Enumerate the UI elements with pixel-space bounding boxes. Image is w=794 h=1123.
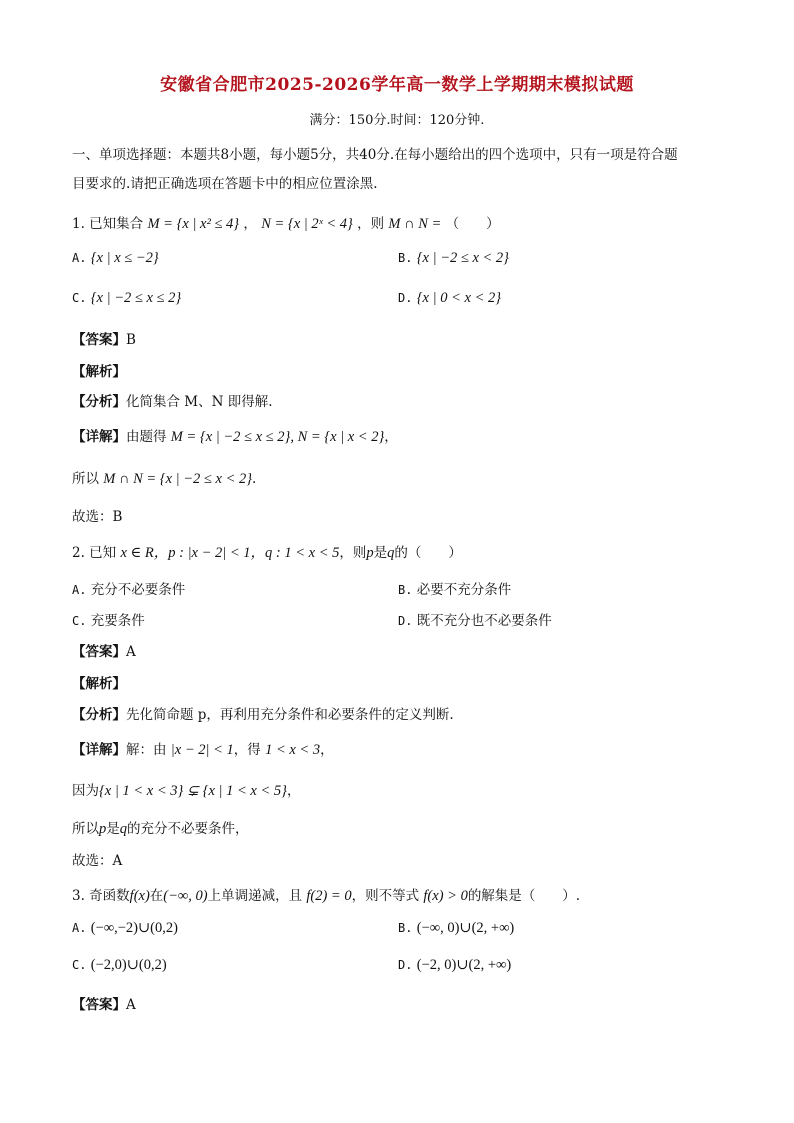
q3-mid: 上单调递减，且 bbox=[207, 888, 303, 904]
q2-xiangjie-pre: 解：由 bbox=[126, 742, 167, 758]
q2-xiangjie-tag: 【详解】 bbox=[72, 742, 126, 758]
q3-fx: f(x) bbox=[129, 888, 150, 904]
document-title: 安徽省合肥市2025-2026学年高一数学上学期期末模拟试题 bbox=[160, 75, 634, 95]
q2-xiangjie-post: ， bbox=[320, 742, 334, 758]
q1-option-b-text: {x | −2 ≤ x < 2} bbox=[416, 250, 509, 266]
q2-option-d-label: D. bbox=[398, 614, 413, 628]
q2-option-a-text: 充分不必要条件 bbox=[90, 582, 186, 598]
q2-yinwei-post: ， bbox=[286, 783, 301, 799]
q2-option-c-label: C. bbox=[72, 614, 87, 628]
q3-option-b-text: (−∞, 0)∪(2, +∞) bbox=[416, 920, 515, 936]
q3-option-a-label: A. bbox=[72, 921, 87, 935]
q1-option-c-text: {x | −2 ≤ x ≤ 2} bbox=[90, 290, 182, 306]
q1-answer-value: B bbox=[126, 332, 136, 348]
q1-analysis-tag: 【解析】 bbox=[72, 364, 126, 380]
q2-option-a bbox=[72, 578, 185, 598]
q3-option-a bbox=[72, 920, 178, 937]
q2-option-b-text: 必要不充分条件 bbox=[416, 582, 512, 598]
q3-option-a-text: (−∞,−2)∪(0,2) bbox=[90, 920, 178, 936]
q1-analysis-heading bbox=[72, 360, 126, 380]
q3-option-c-text: (−2,0)∪(0,2) bbox=[90, 957, 167, 973]
q2-answer-value: A bbox=[126, 644, 136, 660]
q2-then: ，则 bbox=[339, 545, 367, 561]
q1-option-b-label: B. bbox=[398, 251, 413, 265]
q2-option-c bbox=[72, 609, 145, 629]
q2-answer bbox=[72, 640, 136, 660]
q2-of: 的（ ） bbox=[394, 545, 462, 561]
q3-interval: (−∞, 0) bbox=[163, 888, 208, 904]
q3-inequality: f(x) > 0 bbox=[423, 888, 468, 904]
q2-option-a-label: A. bbox=[72, 583, 87, 597]
q1-answer-tag: 【答案】 bbox=[72, 332, 126, 348]
question-2-stem bbox=[72, 541, 462, 562]
q2-yinwei-pre: 因为 bbox=[72, 783, 99, 799]
q2-analysis-tag: 【解析】 bbox=[72, 676, 126, 692]
q1-choose: 故选：B bbox=[72, 509, 123, 525]
q2-q: q bbox=[387, 545, 395, 561]
q1-option-c-label: C. bbox=[72, 291, 87, 305]
q2-p: p bbox=[366, 545, 374, 561]
section-instructions-line-1: 一、单项选择题：本题共8小题，每小题5分，共40分.在每小题给出的四个选项中，只有一项是符合题 bbox=[72, 147, 678, 163]
q1-option-d-label: D. bbox=[398, 291, 413, 305]
q2-fenxi-tag: 【分析】 bbox=[72, 707, 126, 723]
q3-tail: 的解集是（ ）. bbox=[467, 888, 581, 904]
q2-suoyi-p: p bbox=[99, 821, 107, 837]
q2-option-b bbox=[398, 578, 511, 598]
q2-option-d bbox=[398, 609, 552, 629]
q2-math: x ∈ R，p : |x − 2| < 1，q : 1 < x < 5 bbox=[120, 545, 340, 561]
q2-xiangjie bbox=[72, 738, 334, 759]
q1-comma: ， bbox=[243, 216, 257, 232]
q1-answer bbox=[72, 328, 136, 348]
q1-xiangjie-math: M = {x | −2 ≤ x ≤ 2}, N = {x | x < 2} bbox=[170, 429, 385, 445]
q3-option-d-text: (−2, 0)∪(2, +∞) bbox=[416, 957, 512, 973]
q1-expression: M ∩ N = bbox=[388, 216, 442, 232]
q2-suoyi-q: q bbox=[119, 821, 127, 837]
q2-prefix: 2. 已知 bbox=[72, 545, 117, 561]
q3-option-c bbox=[72, 957, 167, 974]
q3-option-b bbox=[398, 920, 514, 937]
q2-suoyi-post: 的充分不必要条件， bbox=[127, 821, 249, 837]
q2-suoyi bbox=[72, 817, 249, 838]
q3-option-d bbox=[398, 957, 511, 974]
q3-answer-value: A bbox=[126, 997, 136, 1013]
q2-yinwei bbox=[72, 779, 300, 800]
q3-then: ，则不等式 bbox=[351, 888, 420, 904]
q3-option-b-label: B. bbox=[398, 921, 413, 935]
q1-xiangjie-post: ， bbox=[384, 429, 398, 445]
q2-is: 是 bbox=[373, 545, 388, 561]
q3-option-c-label: C. bbox=[72, 958, 87, 972]
q2-xiangjie-math-1: |x − 2| < 1 bbox=[170, 742, 234, 758]
q2-option-b-label: B. bbox=[398, 583, 413, 597]
q1-option-b bbox=[398, 250, 509, 267]
question-3-stem bbox=[72, 884, 580, 905]
q1-xiangjie-pre: 由题得 bbox=[126, 429, 167, 445]
q2-yinwei-math: {x | 1 < x < 3} ⊊ {x | 1 < x < 5} bbox=[99, 783, 287, 799]
q2-answer-tag: 【答案】 bbox=[72, 644, 126, 660]
q1-fenxi-tag: 【分析】 bbox=[72, 394, 126, 410]
q2-xiangjie-mid: ，得 bbox=[233, 742, 261, 758]
document-subtitle: 满分：150分.时间：120分钟. bbox=[309, 113, 485, 128]
q2-fenxi-text: 先化简命题 p，再利用充分条件和必要条件的定义判断. bbox=[126, 707, 454, 723]
q1-prefix: 1. 已知集合 bbox=[72, 216, 144, 232]
q1-option-a-label: A. bbox=[72, 251, 87, 265]
q1-option-c bbox=[72, 290, 181, 307]
q2-suoyi-is: 是 bbox=[106, 821, 120, 837]
q3-answer-tag: 【答案】 bbox=[72, 997, 126, 1013]
q1-xiangjie-tag: 【详解】 bbox=[72, 429, 126, 445]
q1-option-a bbox=[72, 250, 159, 267]
q3-prefix: 3. 奇函数 bbox=[72, 888, 130, 904]
q1-xiangjie bbox=[72, 425, 398, 446]
q2-analysis-heading bbox=[72, 672, 126, 692]
q1-answer-paren: （ ） bbox=[445, 216, 500, 232]
q1-suoyi-math: M ∩ N = {x | −2 ≤ x < 2} bbox=[103, 471, 253, 487]
q2-xiangjie-math-2: 1 < x < 3 bbox=[265, 742, 321, 758]
q3-answer bbox=[72, 993, 136, 1013]
q2-suoyi-pre: 所以 bbox=[72, 821, 99, 837]
q1-suoyi bbox=[72, 467, 256, 488]
q2-choose: 故选：A bbox=[72, 853, 123, 869]
q1-set-m: M = {x | x² ≤ 4} bbox=[147, 216, 240, 232]
q3-f2: f(2) = 0 bbox=[306, 888, 352, 904]
q1-option-d-text: {x | 0 < x < 2} bbox=[416, 290, 502, 306]
q1-fenxi-text: 化简集合 M、N 即得解. bbox=[126, 394, 273, 410]
question-1-stem bbox=[72, 212, 500, 233]
q3-option-d-label: D. bbox=[398, 958, 413, 972]
q1-set-n: N = {x | 2ˣ < 4} bbox=[261, 216, 353, 232]
q2-option-d-text: 既不充分也不必要条件 bbox=[416, 613, 552, 629]
section-instructions-line-2: 目要求的.请把正确选项在答题卡中的相应位置涂黑. bbox=[72, 176, 378, 192]
q2-option-c-text: 充要条件 bbox=[90, 613, 145, 629]
q3-in: 在 bbox=[149, 888, 164, 904]
q1-option-d bbox=[398, 290, 501, 307]
q1-fenxi bbox=[72, 390, 273, 410]
q1-suoyi-post: . bbox=[252, 471, 257, 487]
q1-suoyi-pre: 所以 bbox=[72, 471, 99, 487]
q1-option-a-text: {x | x ≤ −2} bbox=[90, 250, 159, 266]
q1-then: ，则 bbox=[357, 216, 385, 232]
q2-fenxi bbox=[72, 703, 454, 723]
